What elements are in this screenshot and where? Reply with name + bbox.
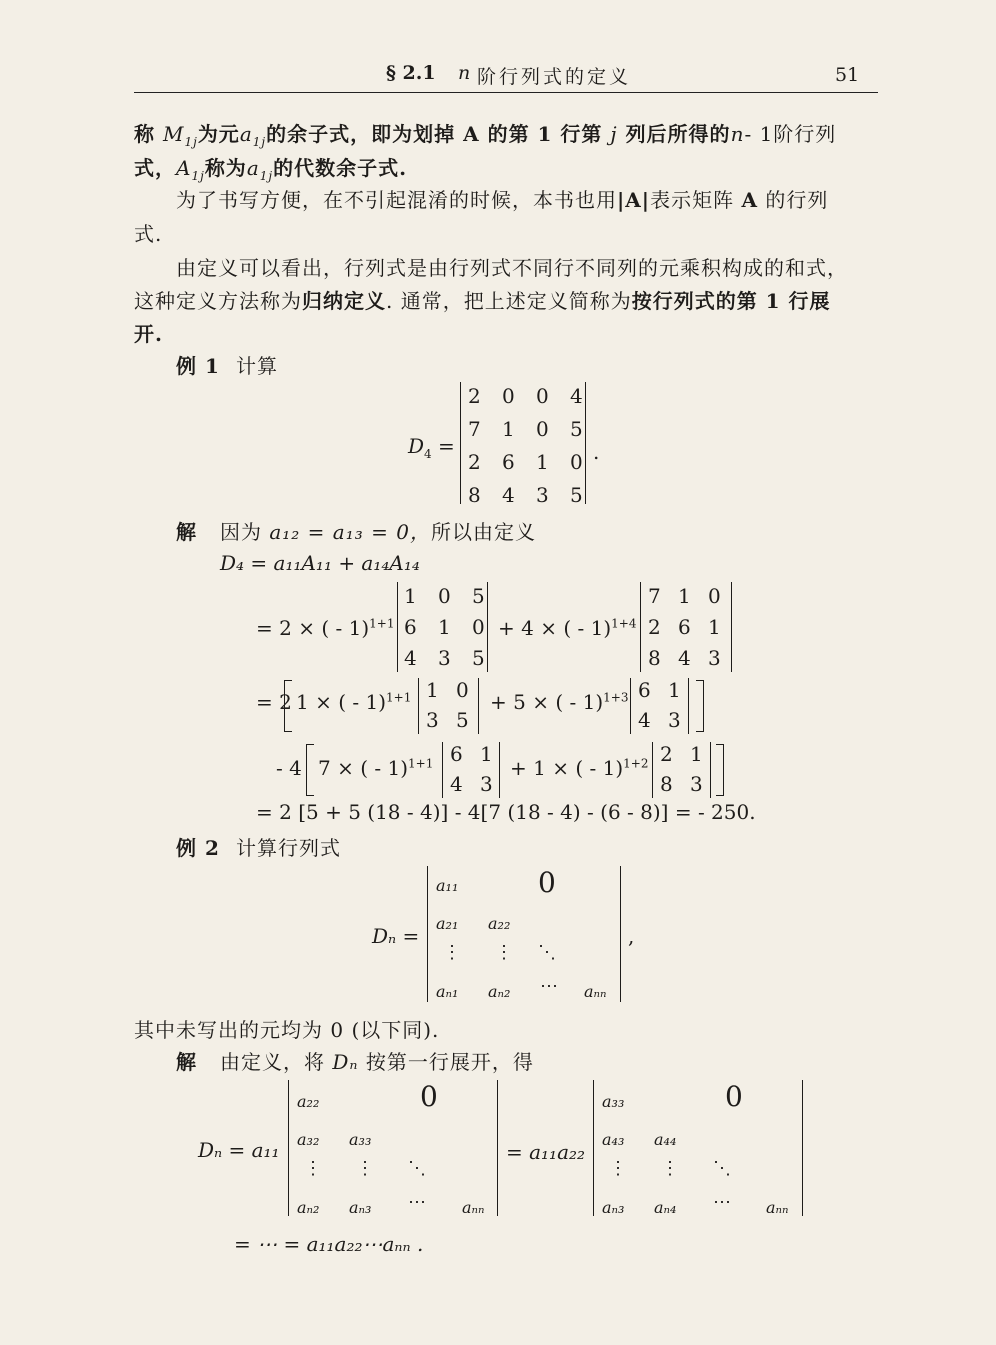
det2a-cell: 5	[456, 708, 469, 732]
detm1-a33: a₃₃	[349, 1130, 372, 1149]
detm2-a43: a₄₃	[602, 1130, 625, 1149]
detm1-an2: aₙ₂	[297, 1198, 320, 1217]
det3a-cell: 1	[438, 615, 451, 639]
solution-1-label: 解	[176, 520, 197, 544]
det3b-cell: 4	[678, 646, 691, 670]
det2d-cell: 1	[690, 742, 703, 766]
det2d-cell: 2	[660, 742, 673, 766]
det4-cell: 0	[502, 384, 515, 408]
det4-cell: 5	[570, 483, 583, 507]
detm1-an3: aₙ₃	[349, 1198, 372, 1217]
det2c-cell: 6	[450, 742, 463, 766]
solution-1-line-4-b: + 1 × ( - 1)$^{1+2}$	[510, 756, 649, 780]
det3a-cell: 0	[472, 615, 485, 639]
detm2-vdots-2: ⋮	[661, 1158, 679, 1179]
detm1-a32: a₃₂	[297, 1130, 320, 1149]
detn-left	[427, 866, 428, 1002]
det2c-cell: 3	[480, 772, 493, 796]
example-1-period: .	[593, 440, 600, 464]
det4-cell: 2	[468, 450, 481, 474]
detn-a11: a₁₁	[436, 876, 459, 895]
example-1-label: 例 1	[176, 354, 220, 378]
paragraph-3-line-2: 这种定义方法称为归纳定义. 通常，把上述定义简称为按行列式的第 1 行展	[134, 289, 831, 313]
det3a-cell: 0	[438, 584, 451, 608]
det3a-cell: 6	[404, 615, 417, 639]
header-title-var: n	[458, 62, 471, 84]
section-number: § 2.1	[386, 62, 436, 84]
det3b-cell: 3	[708, 646, 721, 670]
header-rule	[134, 92, 878, 93]
example-2-comma: ,	[628, 924, 635, 948]
detn-an1: aₙ₁	[436, 982, 459, 1001]
detm2-left	[593, 1080, 594, 1216]
detn-a21: a₂₁	[436, 914, 459, 933]
paragraph-2-line-1: 为了书写方便，在不引起混淆的时候，本书也用|A|表示矩阵 A 的行列	[176, 188, 829, 212]
det2b-cell: 6	[638, 678, 651, 702]
det2a-cell: 3	[426, 708, 439, 732]
det2b-cell: 3	[668, 708, 681, 732]
header-title: 阶行列式的定义	[477, 66, 632, 88]
solution-2-text: 由定义，将 Dₙ 按第一行展开，得	[220, 1050, 534, 1074]
det3a-cell: 5	[472, 584, 485, 608]
solution-2-mid: = a₁₁a₂₂	[506, 1140, 586, 1164]
det3a-left	[397, 582, 398, 672]
det4-cell: 5	[570, 417, 583, 441]
det3b-cell: 2	[648, 615, 661, 639]
detn-zero: 0	[538, 866, 556, 899]
det3a-cell: 5	[472, 646, 485, 670]
detm2-ddots: ⋱	[713, 1158, 731, 1179]
det2a-cell: 0	[456, 678, 469, 702]
solution-2-final: = ⋯ = a₁₁a₂₂⋯aₙₙ .	[234, 1232, 424, 1256]
detm1-zero: 0	[420, 1080, 438, 1113]
page-number: 51	[835, 64, 860, 86]
det3a-right	[487, 582, 488, 672]
det3b-cell: 7	[648, 584, 661, 608]
det3b-left	[640, 582, 641, 672]
det4-cell: 8	[468, 483, 481, 507]
solution-1-line-4-pre: - 4	[276, 756, 302, 780]
detn-ann: aₙₙ	[584, 982, 607, 1001]
detm2-a33: a₃₃	[602, 1092, 625, 1111]
detm2-an4: aₙ₄	[654, 1198, 677, 1217]
det2c-left	[442, 742, 443, 798]
det2c-cell: 1	[480, 742, 493, 766]
solution-1-line-3-pre: = 2	[256, 690, 292, 714]
det3a-cell: 1	[404, 584, 417, 608]
det4-right-bar	[585, 382, 586, 504]
detm2-zero: 0	[725, 1080, 743, 1113]
solution-1-line-2-pre: = 2 × ( - 1)$^{1+1}$	[256, 616, 395, 640]
example-2-lhs: Dₙ =	[372, 924, 420, 948]
detn-an2: aₙ₂	[488, 982, 511, 1001]
det4-cell: 4	[570, 384, 583, 408]
det2b-right	[688, 678, 689, 734]
det2d-cell: 8	[660, 772, 673, 796]
detm1-ann: aₙₙ	[462, 1198, 485, 1217]
detn-vdots-1: ⋮	[443, 942, 461, 963]
det2c-right	[499, 742, 500, 798]
paragraph-2-line-2: 式.	[134, 222, 163, 246]
det3b-cell: 1	[678, 584, 691, 608]
detn-a22: a₂₂	[488, 914, 511, 933]
detn-cdots: ⋯	[540, 976, 558, 997]
det3b-cell: 6	[678, 615, 691, 639]
bracket-close-1	[696, 680, 704, 732]
detm2-ann: aₙₙ	[766, 1198, 789, 1217]
detn-ddots: ⋱	[538, 942, 556, 963]
example-2-text: 计算行列式	[236, 836, 341, 860]
solution-1-line-2-mid: + 4 × ( - 1)$^{1+4}$	[498, 616, 637, 640]
det2d-left	[652, 742, 653, 798]
det3a-cell: 4	[404, 646, 417, 670]
det2d-right	[710, 742, 711, 798]
solution-2-label: 解	[176, 1050, 197, 1074]
det4-left-bar	[460, 382, 461, 504]
det3a-cell: 3	[438, 646, 451, 670]
det2c-cell: 4	[450, 772, 463, 796]
detm2-an3: aₙ₃	[602, 1198, 625, 1217]
det4-cell: 4	[502, 483, 515, 507]
det4-cell: 6	[502, 450, 515, 474]
det4-cell: 0	[570, 450, 583, 474]
example-2-label: 例 2	[176, 836, 220, 860]
det2b-cell: 1	[668, 678, 681, 702]
det2d-cell: 3	[690, 772, 703, 796]
det2b-cell: 4	[638, 708, 651, 732]
solution-1-line-3-a: 1 × ( - 1)$^{1+1}$	[296, 690, 412, 714]
solution-1-line-4-a: 7 × ( - 1)$^{1+1}$	[318, 756, 434, 780]
solution-1-result: = 2 [5 + 5 (18 - 4)] - 4[7 (18 - 4) - (6 - 8)] = - 250.	[256, 800, 756, 824]
detm2-right	[802, 1080, 803, 1216]
example-1-lhs: $D_4$ =	[408, 434, 455, 461]
bracket-open-1	[284, 680, 292, 732]
det2a-left	[418, 678, 419, 734]
det4-cell: 0	[536, 417, 549, 441]
detm2-cdots: ⋯	[713, 1192, 731, 1213]
det4-cell: 1	[536, 450, 549, 474]
detm2-a44: a₄₄	[654, 1130, 677, 1149]
detm2-vdots-1: ⋮	[609, 1158, 627, 1179]
det4-cell: 1	[502, 417, 515, 441]
det3b-right	[731, 582, 732, 672]
bracket-close-2	[716, 744, 724, 796]
detm1-vdots-1: ⋮	[304, 1158, 322, 1179]
detm1-ddots: ⋱	[408, 1158, 426, 1179]
bracket-open-2	[306, 744, 314, 796]
detn-right	[620, 866, 621, 1002]
paragraph-1-line-1: 称 $M_{1j}$为元$a_{1j}$的余子式，即为划掉 A 的第 1 行第 j 列后所得的n- 1阶行列	[134, 122, 837, 149]
det4-cell: 2	[468, 384, 481, 408]
solution-1-line-3-b: + 5 × ( - 1)$^{1+3}$	[490, 690, 629, 714]
det2a-cell: 1	[426, 678, 439, 702]
det2b-left	[630, 678, 631, 734]
det3b-cell: 1	[708, 615, 721, 639]
det4-cell: 0	[536, 384, 549, 408]
example-2-note: 其中未写出的元均为 0 (以下同).	[134, 1018, 440, 1042]
example-1-text: 计算	[236, 354, 278, 378]
det3b-cell: 0	[708, 584, 721, 608]
solution-1-line-1: D₄ = a₁₁A₁₁ + a₁₄A₁₄	[220, 551, 420, 575]
paragraph-3-line-3: 开.	[134, 322, 163, 346]
detm1-left	[288, 1080, 289, 1216]
det2a-right	[478, 678, 479, 734]
paragraph-1-line-2: 式，$A_{1j}$称为$a_{1j}$的代数余子式.	[134, 156, 408, 183]
solution-1-intro: 因为 a₁₂ = a₁₃ = 0，所以由定义	[220, 520, 536, 544]
detm1-right	[497, 1080, 498, 1216]
paragraph-3-line-1: 由定义可以看出，行列式是由行列式不同行不同列的元乘积构成的和式，	[176, 256, 848, 280]
solution-2-lhs: Dₙ = a₁₁	[198, 1138, 280, 1162]
detm1-vdots-2: ⋮	[356, 1158, 374, 1179]
det3b-cell: 8	[648, 646, 661, 670]
detn-vdots-2: ⋮	[495, 942, 513, 963]
detm1-cdots: ⋯	[408, 1192, 426, 1213]
det4-cell: 7	[468, 417, 481, 441]
det4-cell: 3	[536, 483, 549, 507]
detm1-a22: a₂₂	[297, 1092, 320, 1111]
